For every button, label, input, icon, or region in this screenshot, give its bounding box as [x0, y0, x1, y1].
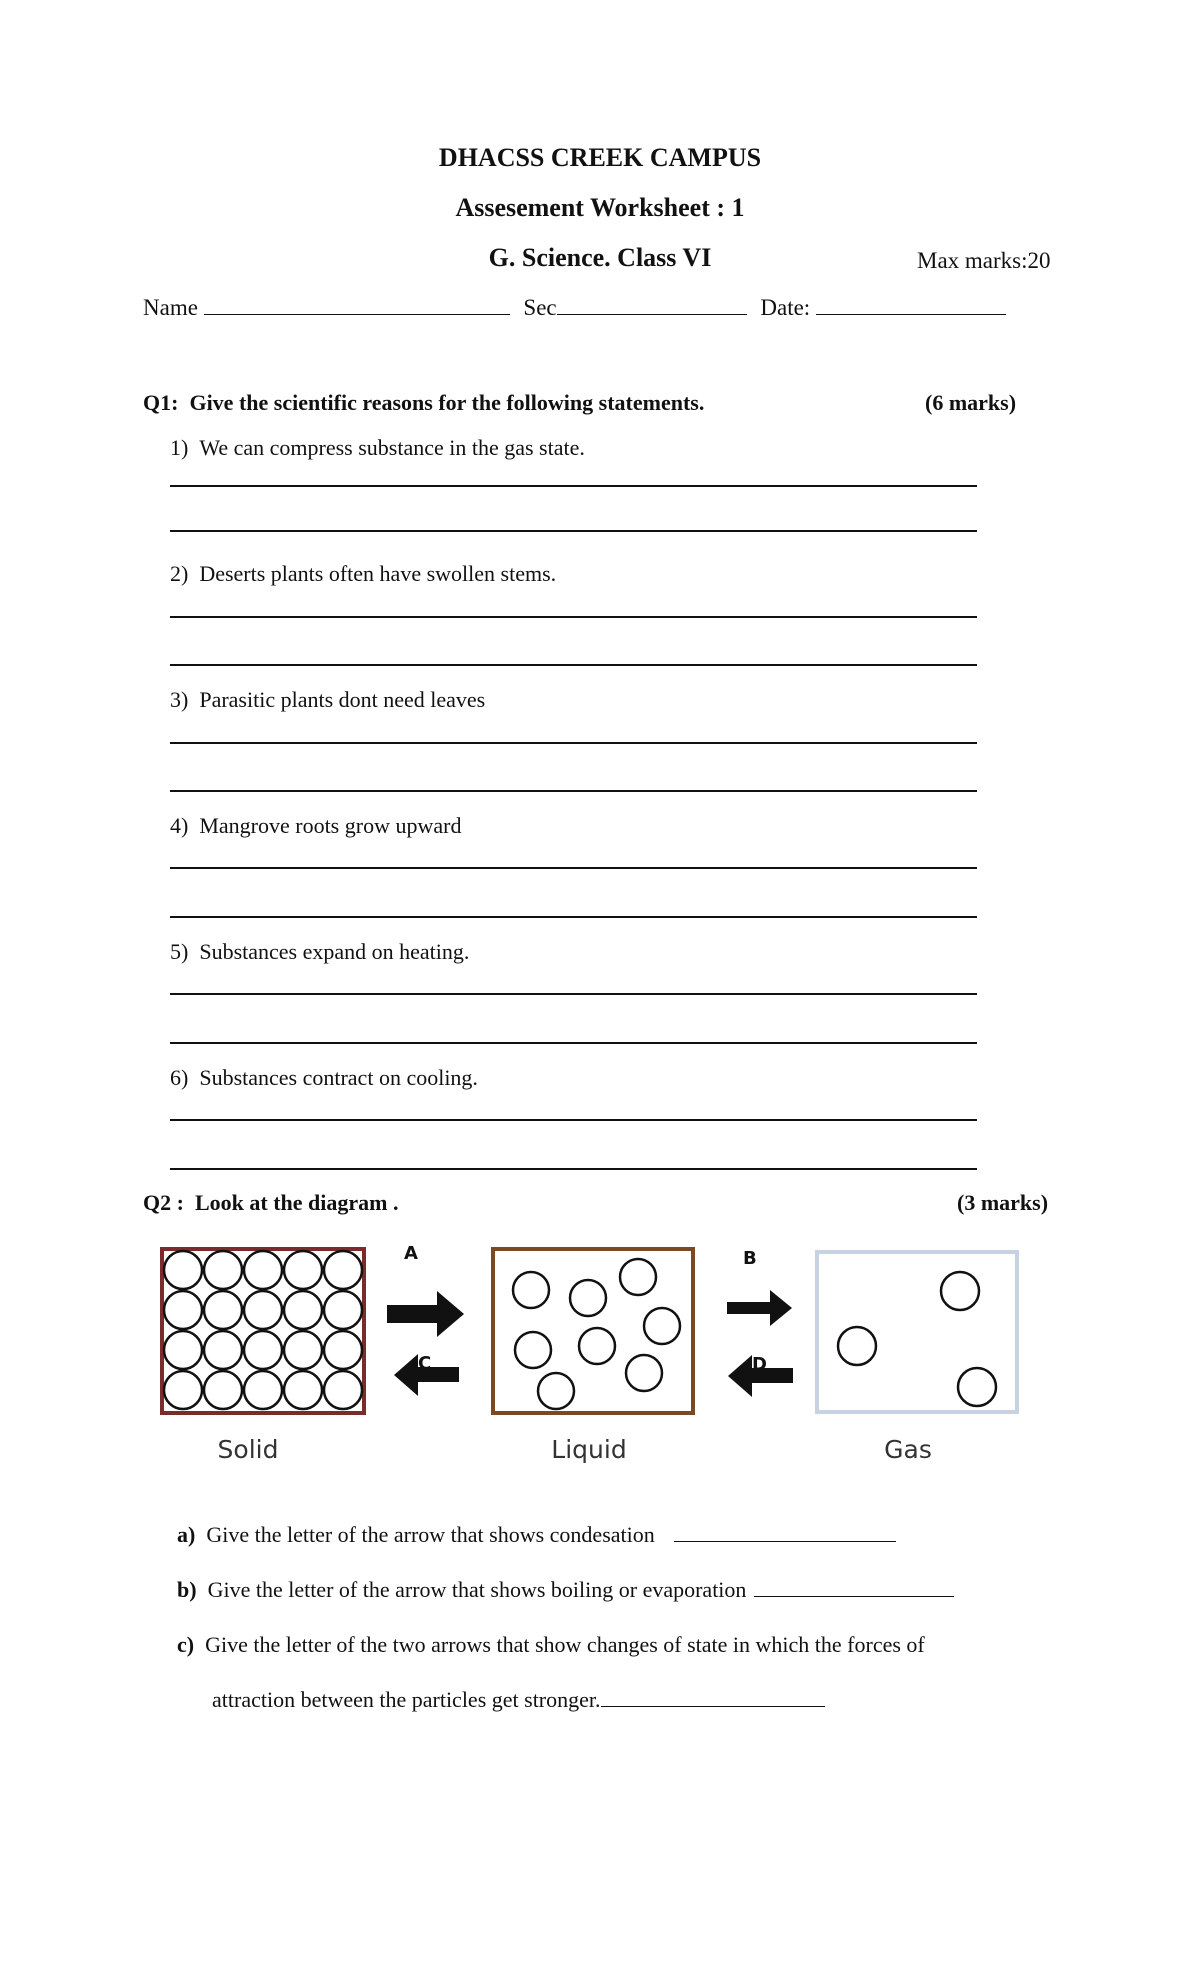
date-field[interactable] [816, 314, 1006, 315]
q2-marks: (3 marks) [957, 1190, 1049, 1215]
q1-heading [143, 390, 704, 416]
item-text: Mangrove roots grow upward [199, 813, 462, 838]
subject-title: G. Science. Class VI [488, 243, 712, 272]
q2-heading [143, 1190, 398, 1216]
item-number: 4) [170, 813, 189, 838]
q2-part-a [177, 1522, 896, 1548]
q2-heading-text: Look at the diagram . [194, 1190, 399, 1215]
q1-marks: (6 marks) [925, 390, 1017, 415]
item-text: Deserts plants often have swollen stems. [199, 561, 557, 586]
q1-label: Q1: [143, 390, 179, 415]
item-text: We can compress substance in the gas state. [199, 435, 585, 460]
answer-line[interactable] [170, 993, 977, 995]
arrow-a [387, 1291, 464, 1337]
arrow-a-label: A [404, 1243, 418, 1264]
part-text: attraction between the particles get stronger. [212, 1687, 601, 1712]
answer-line[interactable] [170, 485, 977, 487]
answer-line[interactable] [170, 867, 977, 869]
max-marks: Max marks:20 [917, 248, 1051, 273]
part-letter: c) [177, 1632, 195, 1657]
answer-line[interactable] [170, 616, 977, 618]
part-text: Give the letter of the arrow that shows boiling or evaporation [207, 1577, 747, 1602]
part-text: Give the letter of the arrow that shows condesation [206, 1522, 655, 1547]
q1-item-2 [170, 561, 556, 587]
answer-line[interactable] [170, 916, 977, 918]
answer-field[interactable] [754, 1596, 954, 1597]
item-text: Substances expand on heating. [199, 939, 470, 964]
item-text: Parasitic plants dont need leaves [199, 687, 486, 712]
item-number: 2) [170, 561, 189, 586]
q1-heading-text: Give the scientific reasons for the following statements. [189, 390, 705, 415]
part-text: Give the letter of the two arrows that show changes of state in which the forces of [205, 1632, 925, 1657]
states-of-matter-diagram [0, 1230, 1200, 1480]
answer-line[interactable] [170, 530, 977, 532]
gas-container [817, 1252, 1017, 1412]
answer-field[interactable] [674, 1541, 896, 1542]
item-number: 3) [170, 687, 189, 712]
item-number: 1) [170, 435, 189, 460]
q2-part-c [177, 1632, 925, 1658]
q1-item-1 [170, 435, 585, 461]
item-text: Substances contract on cooling. [199, 1065, 478, 1090]
q1-item-5 [170, 939, 469, 965]
answer-line[interactable] [170, 790, 977, 792]
solid-label: Solid [217, 1435, 279, 1464]
arrow-c-label: C [418, 1353, 432, 1374]
liquid-label: Liquid [551, 1435, 627, 1464]
q2-label: Q2 : [143, 1190, 184, 1215]
date-label: Date: [760, 295, 811, 320]
part-letter: a) [177, 1522, 196, 1547]
worksheet-title: Assesement Worksheet : 1 [455, 193, 745, 222]
q1-item-3 [170, 687, 485, 713]
sec-field[interactable] [557, 314, 747, 315]
answer-line[interactable] [170, 1168, 977, 1170]
student-info-row [143, 295, 1006, 321]
name-label: Name [143, 295, 198, 320]
arrow-b-label: B [743, 1248, 757, 1269]
name-field[interactable] [204, 314, 510, 315]
school-name: DHACSS CREEK CAMPUS [438, 143, 762, 172]
q2-part-b [177, 1577, 954, 1603]
gas-label: Gas [884, 1435, 932, 1464]
part-letter: b) [177, 1577, 197, 1602]
q2-part-c-continued [212, 1687, 825, 1713]
q1-item-4 [170, 813, 461, 839]
answer-line[interactable] [170, 1119, 977, 1121]
answer-line[interactable] [170, 742, 977, 744]
item-number: 5) [170, 939, 189, 964]
answer-field[interactable] [601, 1706, 825, 1707]
sec-label: Sec [523, 295, 557, 320]
q1-item-6 [170, 1065, 478, 1091]
answer-line[interactable] [170, 1042, 977, 1044]
arrow-d-label: D [752, 1354, 767, 1375]
arrow-b [727, 1290, 792, 1326]
item-number: 6) [170, 1065, 189, 1090]
answer-line[interactable] [170, 664, 977, 666]
